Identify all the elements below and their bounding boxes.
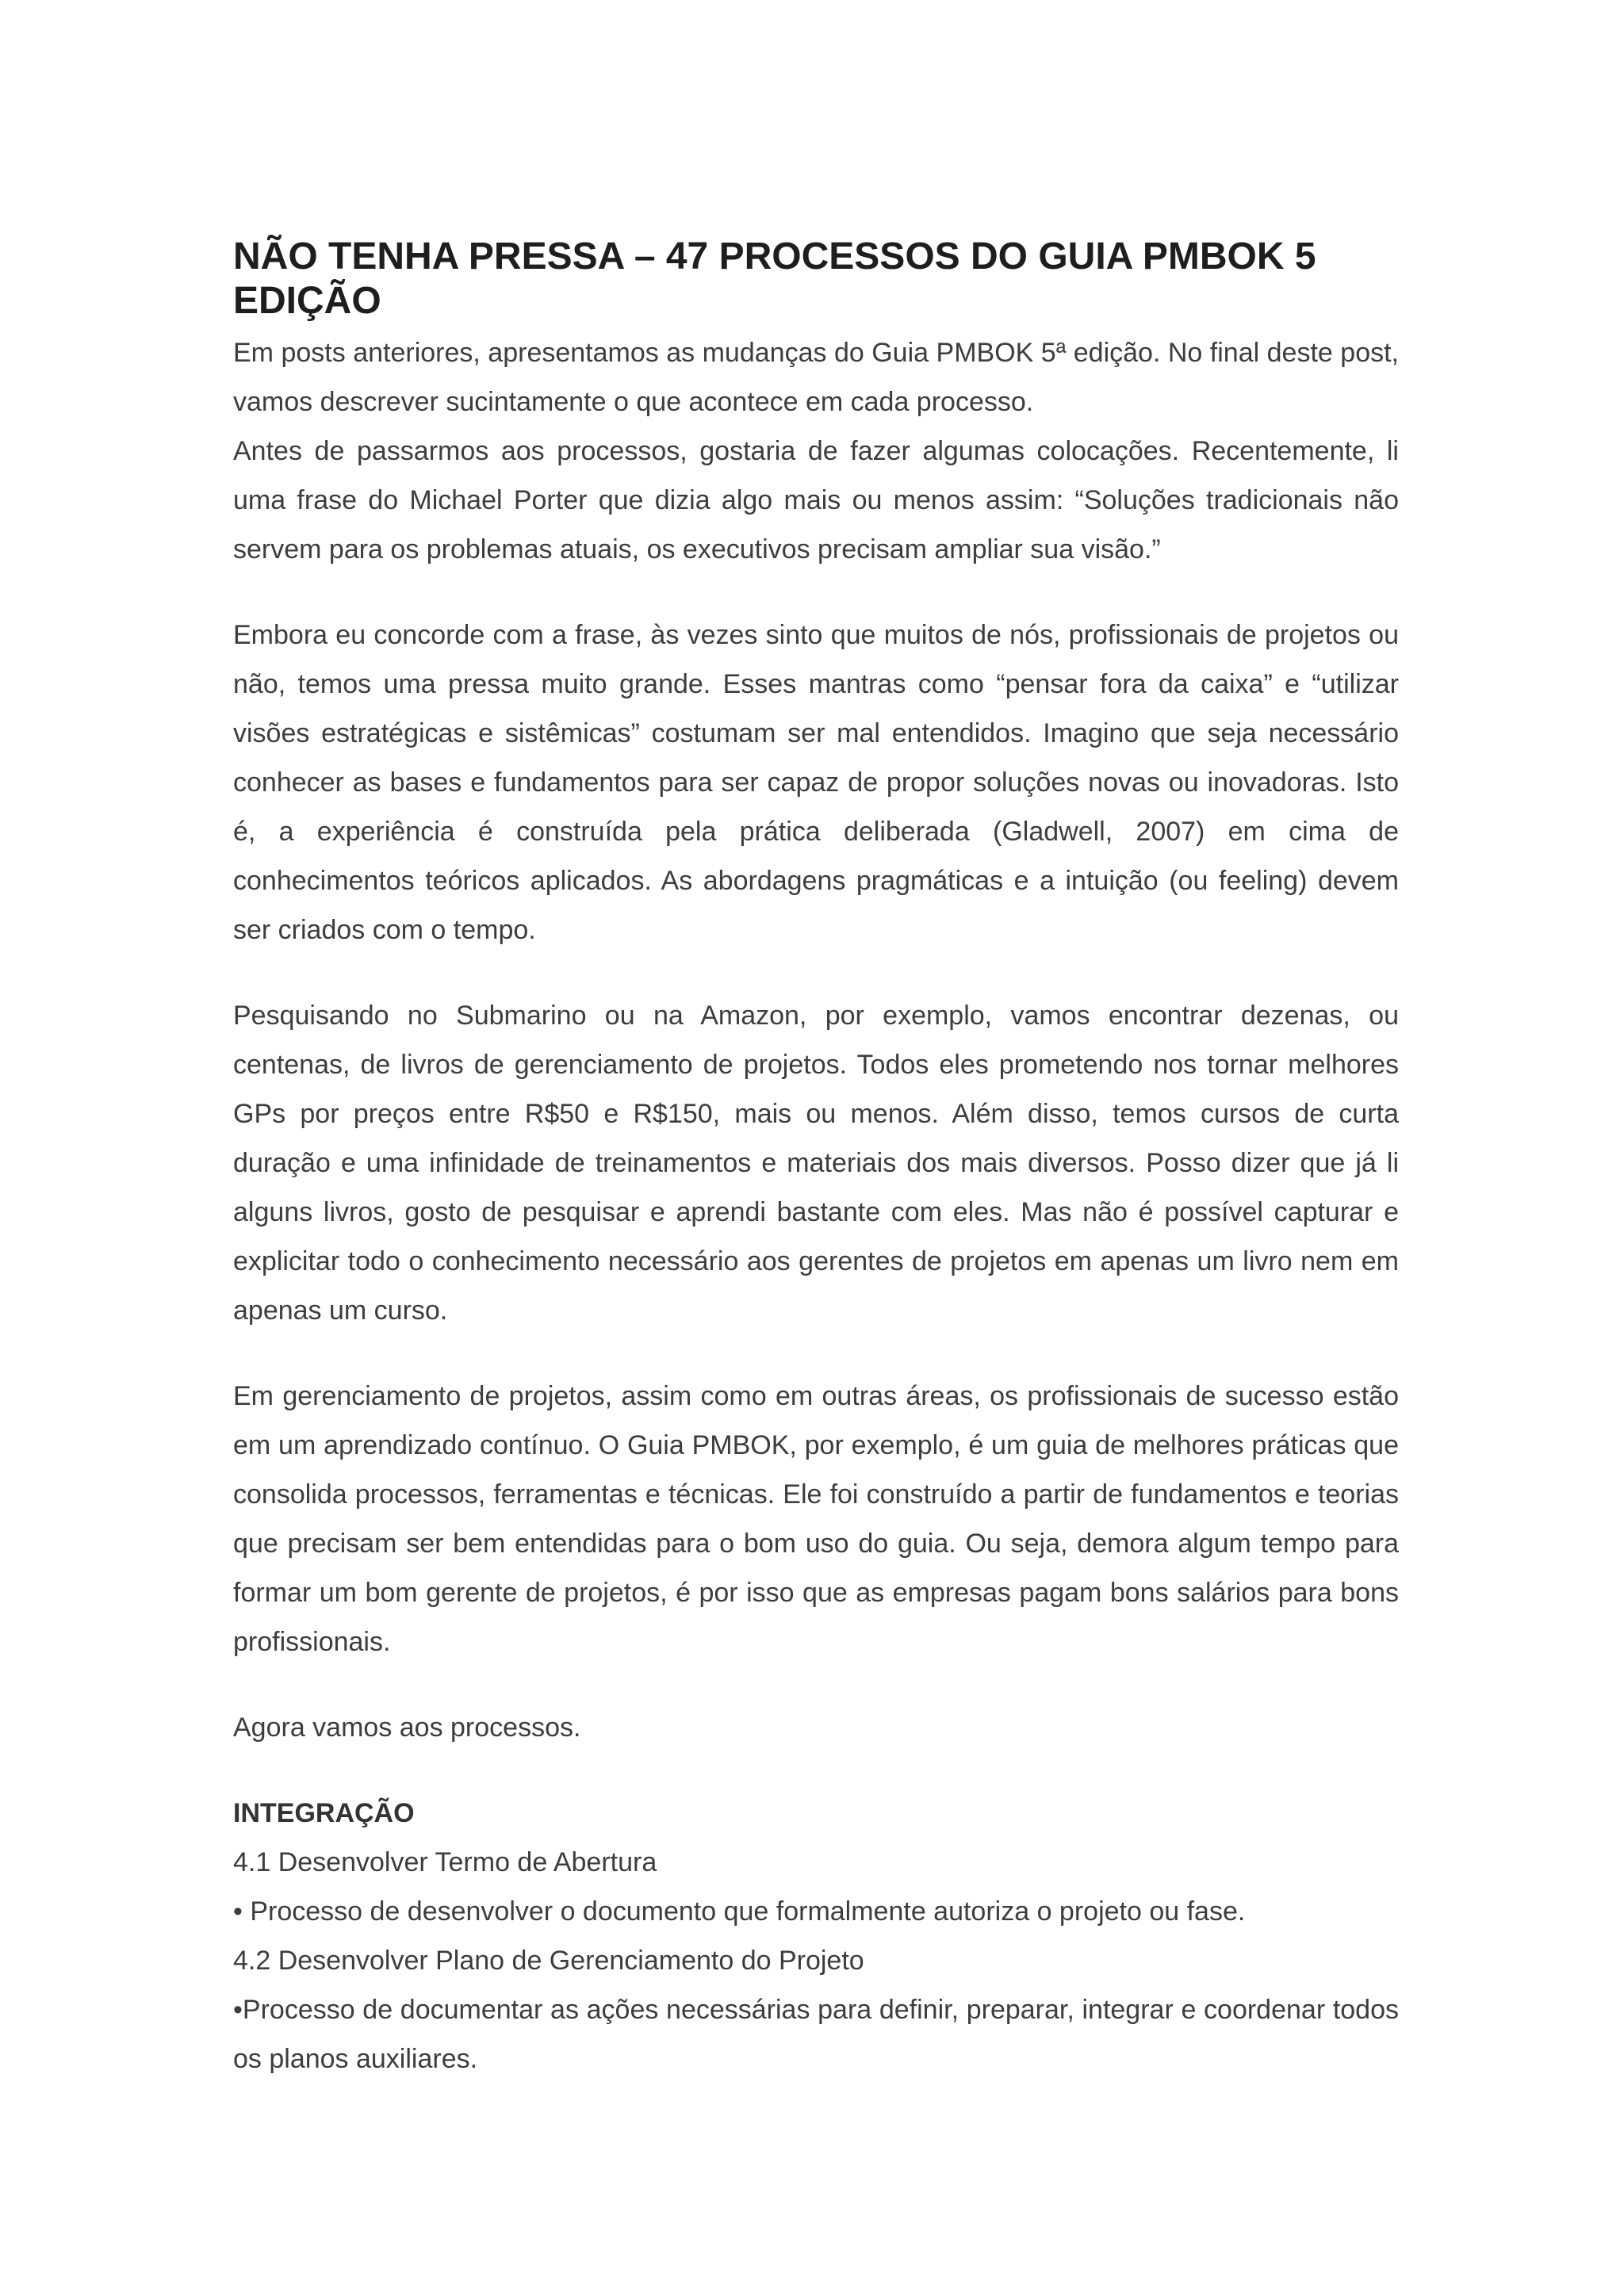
paragraph-porter-quote: Antes de passarmos aos processos, gostaria de fazer algumas colocações. Recentemente, li uma frase do Michael Porter que dizia algo mais ou menos assim: “Soluções tradicionais não servem para os problemas atuais, os executivos precisam ampliar sua visão.” [233,436,1399,564]
paragraph-pressa: Embora eu concorde com a frase, às vezes sinto que muitos de nós, profissionais de projetos ou não, temos uma pressa muito grande. Esses mantras como “pensar fora da caixa” e “utilizar visões estratégicas e sistêmicas” costumam ser mal entendidos. Imagino que seja necessário conhecer as bases e fundamentos para ser capaz de propor soluções novas ou inovadoras. Isto é, a experiência é construída pela prática deliberada (Gladwell, 2007) em cima de conhecimentos teóricos aplicados. As abordagens pragmáticas e a intuição (ou feeling) devem ser criados com o tempo. [233,620,1399,945]
spacer [233,574,1399,610]
section-heading-integracao: INTEGRAÇÃO [233,1798,415,1828]
paragraph-livros: Pesquisando no Submarino ou na Amazon, por exemplo, vamos encontrar dezenas, ou centenas, de livros de gerenciamento de projetos. Todos eles prometendo nos tornar melhores GPs por preços entre R$50 e R$150, mais ou menos. Além disso, temos cursos de curta duração e uma infinidade de treinamentos e materiais dos mais diversos. Posso dizer que já li alguns livros, gosto de pesquisar e aprendi bastante com eles. Mas não é possível capturar e explicitar todo o conhecimento necessário aos gerentes de projetos em apenas um livro nem em apenas um curso. [233,1001,1399,1326]
paragraph-intro: Em posts anteriores, apresentamos as mudanças do Guia PMBOK 5ª edição. No final deste post, vamos descrever sucintamente o que acontece em cada processo. [233,338,1399,417]
process-description-4-1: • Processo de desenvolver o documento que formalmente autoriza o projeto ou fase. [233,1896,1246,1927]
document-page [233,235,1399,2084]
spacer [233,1667,1399,1703]
spacer [233,1752,1399,1789]
process-title-4-2: 4.2 Desenvolver Plano de Gerenciamento do Projeto [233,1946,864,1976]
document-title: NÃO TENHA PRESSA – 47 PROCESSOS DO GUIA PMBOK 5 EDIÇÃO [233,235,1316,322]
paragraph-agora: Agora vamos aos processos. [233,1712,581,1743]
paragraph-aprendizado: Em gerenciamento de projetos, assim como em outras áreas, os profissionais de sucesso estão em um aprendizado contínuo. O Guia PMBOK, por exemplo, é um guia de melhores práticas que consolida processos, ferramentas e técnicas. Ele foi construído a partir de fundamentos e teorias que precisam ser bem entendidas para o bom uso do guia. Ou seja, demora algum tempo para formar um bom gerente de projetos, é por isso que as empresas pagam bons salários para bons profissionais. [233,1381,1399,1657]
process-title-4-1: 4.1 Desenvolver Termo de Abertura [233,1847,657,1877]
spacer [233,955,1399,991]
spacer [233,1335,1399,1372]
process-description-4-2: •Processo de documentar as ações necessárias para definir, preparar, integrar e coordenar todos os planos auxiliares. [233,1995,1399,2074]
